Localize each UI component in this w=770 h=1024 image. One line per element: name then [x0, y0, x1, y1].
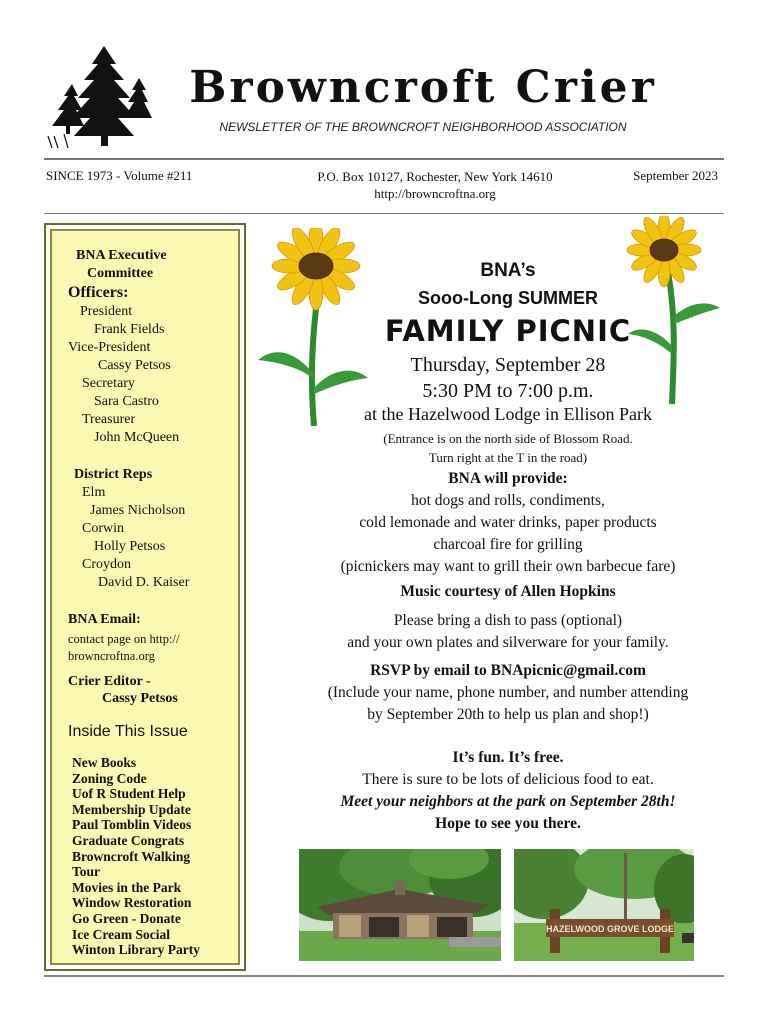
provide-heading: BNA will provide: [448, 470, 568, 487]
district-label: Croydon [82, 557, 131, 572]
toc-item[interactable]: Browncroft Walking [72, 848, 191, 864]
email-contact: contact page on http:// [68, 632, 180, 646]
district-heading: District Reps [74, 467, 153, 482]
provide-item: (picnickers may want to grill their own barbecue fare) [340, 558, 676, 575]
dish-request [296, 610, 720, 654]
committee-heading: BNA Executive [76, 248, 167, 263]
newsletter-subtitle: NEWSLETTER OF THE BROWNCROFT NEIGHBORHOOD ASSOCIATION [219, 120, 627, 134]
sidebar-panel [50, 229, 240, 965]
toc-item[interactable]: Uof R Student Help [72, 786, 186, 802]
district-rep: James Nicholson [90, 503, 186, 518]
officer-role: Treasurer [82, 412, 136, 427]
district-label: Corwin [82, 521, 124, 536]
toc-item[interactable]: Tour [72, 864, 101, 880]
toc-item[interactable]: Membership Update [72, 801, 191, 817]
fun-line: It’s fun. It’s free. [452, 749, 564, 766]
officer-name: Sara Castro [94, 394, 159, 409]
toc-item[interactable]: Zoning Code [72, 770, 147, 786]
provide-item: cold lemonade and water drinks, paper products [359, 514, 657, 531]
district-rep: Holly Petsos [94, 539, 166, 554]
committee-heading-2: Committee [87, 266, 154, 281]
provide-item: charcoal fire for grilling [433, 536, 583, 553]
newsletter-title: Browncroft Crier [189, 62, 657, 113]
district-rep: David D. Kaiser [98, 575, 190, 590]
provided-items [296, 468, 720, 578]
officer-name: Cassy Petsos [98, 358, 171, 373]
footer-divider [44, 975, 724, 977]
officer-role: President [80, 304, 133, 319]
sign-text: HAZELWOOD GROVE LODGE [545, 924, 675, 934]
event-time: 5:30 PM to 7:00 p.m. [422, 380, 594, 402]
editor-name: Cassy Petsos [102, 691, 178, 706]
officers-heading: Officers: [68, 284, 129, 301]
officer-name: Frank Fields [94, 322, 165, 337]
food-line: There is sure to be lots of delicious food to eat. [362, 771, 654, 788]
address-line: P.O. Box 10127, Rochester, New York 14610 [317, 169, 553, 184]
email-heading: BNA Email: [68, 612, 141, 627]
rsvp-block [296, 660, 720, 726]
sidebar [44, 223, 246, 971]
picnic-heading-2: Sooo-Long SUMMER [418, 288, 598, 308]
district-label: Elm [82, 485, 106, 500]
toc-item[interactable]: Window Restoration [72, 895, 192, 911]
dish-line: Please bring a dish to pass (optional) [393, 612, 623, 629]
event-date: Thursday, September 28 [410, 354, 606, 376]
toc-item[interactable]: Graduate Congrats [72, 832, 185, 848]
mailing-address [300, 168, 570, 202]
rsvp-email[interactable]: RSVP by email to BNApicnic@gmail.com [370, 662, 646, 679]
issue-date: September 2023 [633, 168, 718, 183]
closing-block [296, 747, 720, 835]
editor-heading: Crier Editor - [68, 674, 151, 689]
entrance-directions [296, 429, 720, 467]
officer-role: Vice-President [68, 340, 151, 355]
lodge-photo [299, 849, 501, 961]
picnic-heading-1: BNA’s [480, 260, 536, 281]
rsvp-note: by September 20th to help us plan and shop!) [367, 706, 649, 723]
pine-tree-logo [44, 44, 164, 150]
rsvp-note: (Include your name, phone number, and number attending [327, 684, 689, 701]
info-divider [44, 213, 724, 214]
lodge-sign-photo [514, 849, 694, 961]
dish-line: and your own plates and silverware for your family. [347, 634, 669, 651]
officer-name: John McQueen [94, 430, 180, 445]
table-of-contents [72, 755, 200, 958]
inside-issue-heading: Inside This Issue [68, 723, 188, 740]
meet-line: Meet your neighbors at the park on September 28th! [340, 793, 676, 810]
event-location: at the Hazelwood Lodge in Ellison Park [364, 404, 652, 424]
toc-item[interactable]: Movies in the Park [72, 879, 182, 895]
email-site-link[interactable]: browncroftna.org [68, 649, 155, 663]
picnic-title: FAMILY PICNIC [384, 314, 632, 348]
music-credit: Music courtesy of Allen Hopkins [400, 583, 616, 600]
toc-item[interactable]: Ice Cream Social [72, 926, 170, 942]
toc-item[interactable]: Paul Tomblin Videos [72, 817, 192, 833]
toc-item[interactable]: Go Green - Donate [72, 910, 181, 926]
toc-item[interactable]: New Books [72, 755, 137, 770]
masthead-divider [44, 158, 724, 160]
toc-item[interactable]: Winton Library Party [72, 942, 200, 958]
event-datetime [296, 352, 720, 404]
directions-line: (Entrance is on the north side of Blossom Road. [383, 431, 633, 446]
provide-item: hot dogs and rolls, condiments, [411, 492, 605, 509]
officer-role: Secretary [82, 376, 135, 391]
directions-line: Turn right at the T in the road) [428, 450, 588, 465]
volume-info: SINCE 1973 - Volume #211 [46, 168, 193, 183]
hope-line: Hope to see you there. [435, 815, 581, 832]
website-link[interactable]: http://browncroftna.org [374, 186, 496, 201]
